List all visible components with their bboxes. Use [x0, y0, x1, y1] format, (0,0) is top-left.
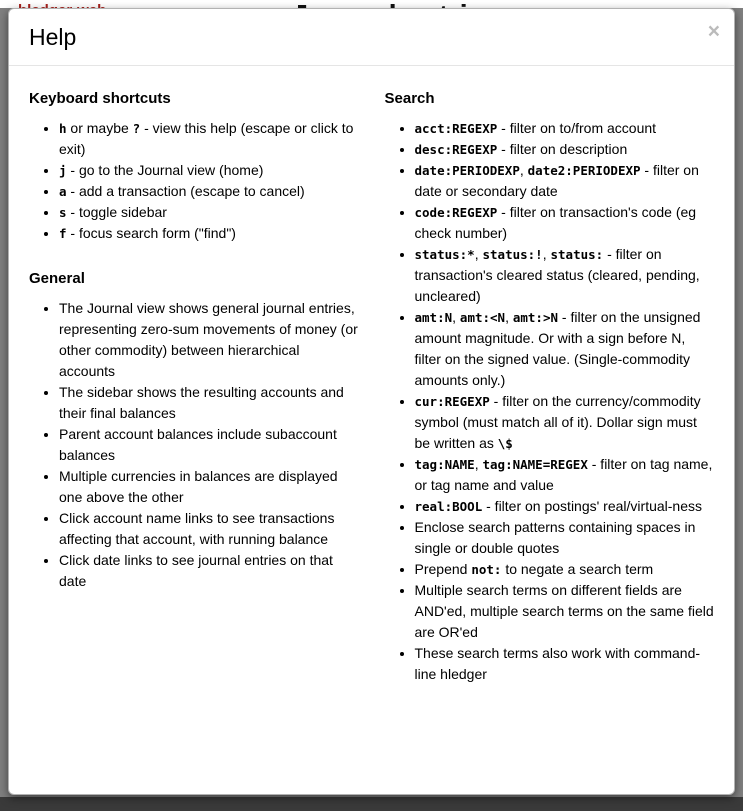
- list-item: • Click date links to see journal entries on that date: [59, 550, 359, 592]
- code-term: f: [59, 225, 67, 241]
- list-item: • j - go to the Journal view (home): [59, 160, 359, 181]
- list-item: • status:*, status:!, status: - filter on transaction's cleared status (cleared, pending, uncleared): [415, 244, 715, 307]
- code-term: amt:>N: [512, 309, 559, 325]
- list-item: • The sidebar shows the resulting accounts and their final balances: [59, 382, 359, 424]
- section-heading-general: General: [29, 269, 85, 287]
- list-item: • desc:REGEXP - filter on description: [415, 139, 715, 160]
- list-item: • Multiple search terms on different fields are AND'ed, multiple search terms on the same field are OR'ed: [415, 580, 715, 643]
- list-item: • These search terms also work with command-line hledger: [415, 643, 715, 685]
- code-term: tag:NAME=REGEX: [482, 456, 588, 472]
- code-term: s: [59, 204, 67, 220]
- list-item: • a - add a transaction (escape to cancel): [59, 181, 359, 202]
- help-modal: [8, 8, 735, 795]
- code-term: status:!: [482, 246, 543, 262]
- list-item: • acct:REGEXP - filter on to/from account: [415, 118, 715, 139]
- code-term: h: [59, 120, 67, 136]
- modal-title: Help: [29, 24, 77, 50]
- list-item: • Parent account balances include subaccount balances: [59, 424, 359, 466]
- list-item: • Click account name links to see transactions affecting that account, with running balance: [59, 508, 359, 550]
- code-term: desc:REGEXP: [414, 141, 498, 157]
- code-term: date2:PERIODEXP: [527, 162, 641, 178]
- list-item: • real:BOOL - filter on postings' real/virtual-ness: [415, 496, 715, 517]
- general-list: [29, 298, 359, 592]
- list-item: • Prepend not: to negate a search term: [415, 559, 715, 580]
- list-item: • The Journal view shows general journal entries, representing zero-sum movements of money (or other commodity) between hierarchical accounts: [59, 298, 359, 382]
- code-term: tag:NAME: [414, 456, 475, 472]
- section-heading-search: Search: [384, 89, 435, 107]
- code-term: code:REGEXP: [414, 204, 498, 220]
- list-item: • h or maybe ? - view this help (escape or click to exit): [59, 118, 359, 160]
- list-item: • cur:REGEXP - filter on the currency/commodity symbol (must match all of it). Dollar sign must be written as \$: [415, 391, 715, 454]
- code-term: status:*: [414, 246, 475, 262]
- code-term: not:: [471, 561, 502, 577]
- search-list: [385, 118, 715, 685]
- list-item: • tag:NAME, tag:NAME=REGEX - filter on tag name, or tag name and value: [415, 454, 715, 496]
- list-item: • Enclose search patterns containing spaces in single or double quotes: [415, 517, 715, 559]
- list-item: • s - toggle sidebar: [59, 202, 359, 223]
- code-term: acct:REGEXP: [414, 120, 498, 136]
- code-term: date:PERIODEXP: [414, 162, 520, 178]
- list-item: • date:PERIODEXP, date2:PERIODEXP - filter on date or secondary date: [415, 160, 715, 202]
- code-term: amt:N: [414, 309, 453, 325]
- list-item: • code:REGEXP - filter on transaction's code (eg check number): [415, 202, 715, 244]
- code-term: \$: [497, 435, 513, 451]
- list-item: • Multiple currencies in balances are displayed one above the other: [59, 466, 359, 508]
- list-item: • f - focus search form ("find"): [59, 223, 359, 244]
- close-icon[interactable]: ×: [707, 20, 720, 43]
- code-term: j: [59, 162, 67, 178]
- code-term: ?: [132, 120, 141, 136]
- modal-header: [9, 9, 734, 66]
- right-column: [385, 80, 715, 695]
- keyboard-shortcuts-list: [29, 118, 359, 244]
- code-term: cur:REGEXP: [414, 393, 490, 409]
- section-heading-keyboard-shortcuts: Keyboard shortcuts: [29, 89, 171, 107]
- code-term: real:BOOL: [414, 498, 483, 514]
- modal-body: [9, 66, 734, 715]
- code-term: status:: [550, 246, 604, 262]
- code-term: amt:<N: [459, 309, 506, 325]
- code-term: a: [59, 183, 67, 199]
- left-column: [29, 80, 359, 695]
- list-item: • amt:N, amt:<N, amt:>N - filter on the unsigned amount magnitude. Or with a sign before N, filter on the signed value. (Single-commodity amounts only.): [415, 307, 715, 391]
